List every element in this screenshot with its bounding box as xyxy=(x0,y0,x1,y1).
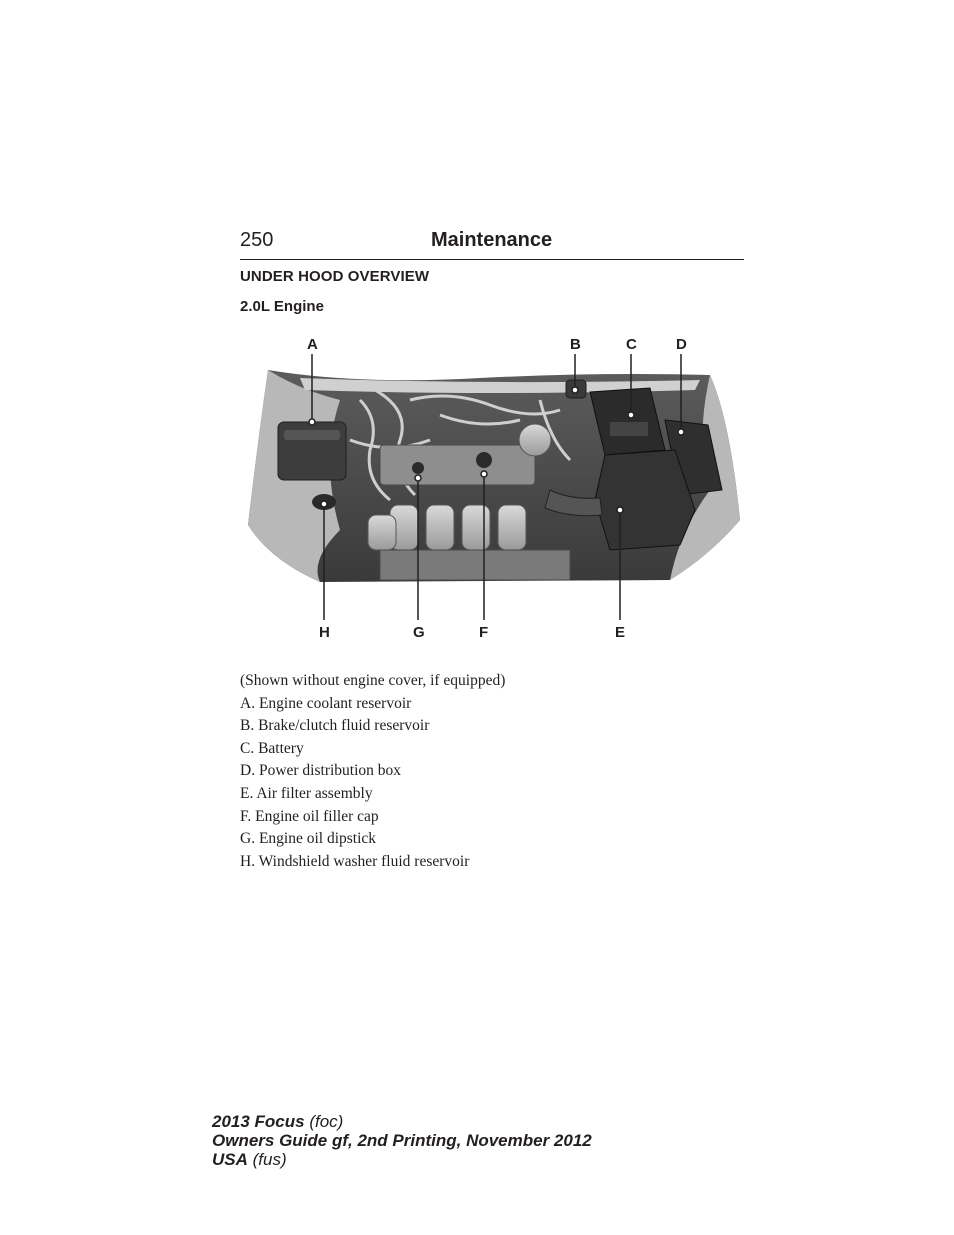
page-header xyxy=(240,229,744,260)
callout-c: C xyxy=(626,336,637,353)
footer-region: USA xyxy=(212,1150,248,1169)
chapter-title: Maintenance xyxy=(431,229,553,251)
engine-bay-diagram xyxy=(240,330,744,645)
callout-f: F xyxy=(479,624,489,641)
callout-h: H xyxy=(319,624,330,641)
callout-b: B xyxy=(570,336,581,353)
legend-item-g: G. Engine oil dipstick xyxy=(240,830,377,848)
legend-item-b: B. Brake/clutch fluid reservoir xyxy=(240,717,430,735)
footer-region-line xyxy=(212,1150,592,1169)
callout-a: A xyxy=(307,336,318,353)
legend-item-c: C. Battery xyxy=(240,739,304,757)
page-footer xyxy=(212,1112,592,1169)
footer-model-code: (foc) xyxy=(309,1112,344,1131)
legend-item-d: D. Power distribution box xyxy=(240,762,402,780)
callout-g: G xyxy=(413,624,425,641)
footer-guide: Owners Guide gf, 2nd Printing, November 2012 xyxy=(212,1131,592,1150)
legend-item-h: H. Windshield washer fluid reservoir xyxy=(240,852,470,870)
coolant-reservoir xyxy=(278,422,346,480)
footer-region-code: (fus) xyxy=(252,1150,287,1169)
diagram-caption: (Shown without engine cover, if equipped) xyxy=(240,672,506,689)
legend-item-a: A. Engine coolant reservoir xyxy=(240,694,412,712)
sub-title: 2.0L Engine xyxy=(240,298,324,315)
diagram-legend xyxy=(240,670,744,873)
section-title: UNDER HOOD OVERVIEW xyxy=(240,268,430,285)
callout-e: E xyxy=(615,624,626,641)
page-number: 250 xyxy=(240,229,274,251)
legend-item-e: E. Air filter assembly xyxy=(240,784,373,802)
legend-item-f: F. Engine oil filler cap xyxy=(240,807,379,825)
footer-model-line xyxy=(212,1112,592,1131)
callout-d: D xyxy=(676,336,687,353)
footer-model: 2013 Focus xyxy=(212,1112,305,1131)
